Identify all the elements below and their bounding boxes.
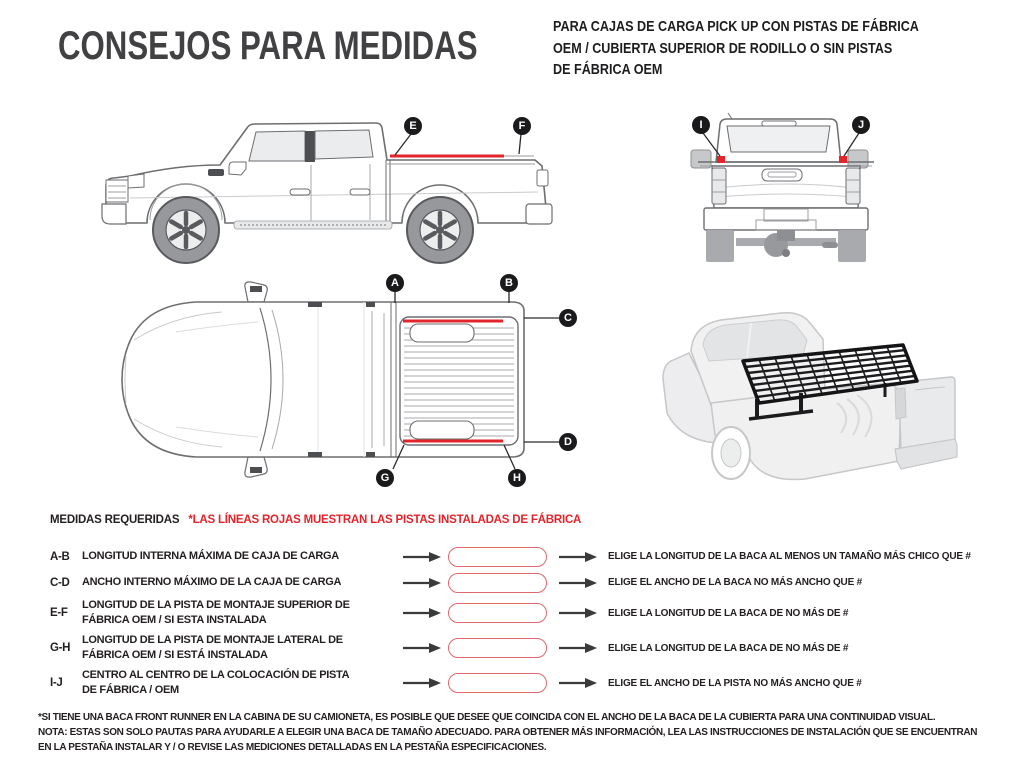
- wheel-hump: [410, 421, 474, 439]
- fender-badge: [208, 169, 224, 176]
- measurement-row-cd: [50, 572, 1010, 593]
- description-line: DE FÁBRICA / OEM: [82, 684, 179, 696]
- measurement-code: A-B: [50, 550, 70, 563]
- front-window: [249, 131, 305, 161]
- measurement-input-ef[interactable]: [448, 603, 547, 623]
- measurement-input-ij[interactable]: [448, 673, 547, 693]
- measurement-input-gh[interactable]: [448, 638, 547, 658]
- truck-3d-rack-diagram: [655, 295, 965, 485]
- truck-top-view-diagram: [112, 278, 582, 490]
- subtitle-line: OEM / CUBIERTA SUPERIOR DE RODILLO O SIN PISTAS: [553, 39, 893, 57]
- arrow-right-icon: [559, 643, 597, 653]
- measurements-heading-row: [50, 514, 581, 526]
- arrow-right-icon: [403, 678, 441, 688]
- measurement-code: E-F: [50, 607, 68, 619]
- marker-e-leader: [395, 134, 411, 155]
- description-line: CENTRO AL CENTRO DE LA COLOCACIÓN DE PISTA: [82, 669, 350, 681]
- measurement-row-gh: [50, 633, 1010, 663]
- tow-hitch: [777, 230, 795, 241]
- arrow-right-icon: [559, 578, 597, 588]
- page-title: CONSEJOS PARA MEDIDAS: [58, 24, 478, 68]
- marker-g: G: [376, 469, 394, 487]
- arrow-right-icon: [403, 552, 441, 562]
- measurement-code: I-J: [50, 677, 63, 689]
- marker-a: A: [386, 274, 404, 292]
- rear-window: [727, 126, 830, 152]
- footer-line: *SI TIENE UNA BACA FRONT RUNNER EN LA CABINA DE SU CAMIONETA, ES POSIBLE QUE DESEE QUE COINCIDA CON EL ANCHO DE LA BACA DE LA CUBIERTA PARA UNA CONTINUIDAD VISUAL.: [38, 712, 936, 723]
- left-mudflap: [706, 230, 734, 262]
- description-line: FÁBRICA OEM / SI ESTA INSTALADA: [82, 614, 267, 626]
- measurement-input-cd[interactable]: [448, 573, 547, 593]
- measurement-instruction: ELIGE LA LONGITUD DE LA BACA AL MENOS UN TAMAÑO MÁS CHICO QUE #: [608, 551, 971, 562]
- rear-wheel: [407, 197, 473, 263]
- truck-rear-view-diagram: [678, 112, 893, 270]
- marker-f: F: [513, 117, 531, 135]
- measurements-heading: MEDIDAS REQUERIDAS: [50, 514, 180, 526]
- arrow-right-icon: [559, 678, 597, 688]
- footer-line: NOTA: ESTAS SON SOLO PAUTAS PARA AYUDARLE A ELEGIR UNA BACA DE TAMAÑO ADECUADO. PARA OBTENER MÁS INFORMACIÓN, LEA LAS INSTRUCCIONES DE INSTALACIÓN QUE SE ENCUENTRAN: [38, 727, 978, 739]
- description-line: FÁBRICA OEM / SI ESTÁ INSTALADA: [82, 649, 268, 661]
- right-mudflap: [838, 230, 866, 262]
- measurement-row-ij: [50, 668, 1010, 698]
- wheel-hump: [410, 324, 474, 342]
- marker-b: B: [500, 274, 518, 292]
- measurement-instruction: ELIGE LA LONGITUD DE LA BACA DE NO MÁS DE #: [608, 607, 849, 619]
- arrow-right-icon: [403, 608, 441, 618]
- measurement-row-ef: [50, 598, 1010, 628]
- marker-e: E: [404, 117, 422, 135]
- subtitle-line: DE FÁBRICA OEM: [553, 61, 663, 78]
- measurement-description: [82, 598, 396, 628]
- arrow-right-icon: [403, 643, 441, 653]
- footer-line: EN LA PESTAÑA INSTALAR Y / O REVISE LAS MEDICIONES DETALLADAS EN LA PESTAÑA ESPECIFICACIONES.: [38, 742, 547, 754]
- measurement-input-ab[interactable]: [448, 547, 547, 567]
- right-taillight: [846, 168, 860, 204]
- left-mirror: [691, 150, 711, 168]
- measurement-code: C-D: [50, 576, 70, 589]
- red-lines-note: *LAS LÍNEAS ROJAS MUESTRAN LAS PISTAS INSTALADAS DE FÁBRICA: [188, 514, 582, 526]
- left-taillight: [712, 168, 726, 204]
- measurement-description: [82, 633, 396, 663]
- arrow-right-icon: [559, 552, 597, 562]
- measurement-instruction: ELIGE EL ANCHO DE LA PISTA NO MÁS ANCHO QUE #: [608, 677, 862, 689]
- marker-d: D: [559, 433, 577, 451]
- description-line: LONGITUD DE LA PISTA DE MONTAJE SUPERIOR DE: [82, 599, 350, 611]
- footer-notes: [38, 710, 977, 756]
- front-wheel: [153, 197, 219, 263]
- measurement-instruction: ELIGE EL ANCHO DE LA BACA NO MÁS ANCHO QUE #: [608, 577, 862, 588]
- page-subtitle: [553, 16, 919, 81]
- rear-window: [315, 130, 373, 159]
- arrow-right-icon: [559, 608, 597, 618]
- description-line: ANCHO INTERNO MÁXIMO DE LA CAJA DE CARGA: [82, 576, 342, 588]
- marker-f-leader: [519, 134, 521, 154]
- description-line: LONGITUD DE LA PISTA DE MONTAJE LATERAL DE: [82, 634, 343, 646]
- description-line: LONGITUD INTERNA MÁXIMA DE CAJA DE CARGA: [82, 550, 339, 562]
- measurement-code: G-H: [50, 642, 71, 654]
- exhaust: [822, 242, 838, 248]
- measurement-rows: [50, 546, 1010, 698]
- marker-j: J: [852, 116, 870, 134]
- measurement-instruction: ELIGE LA LONGITUD DE LA BACA DE NO MÁS DE #: [608, 642, 849, 654]
- factory-track-red-mark: [717, 156, 725, 163]
- subtitle-line: PARA CAJAS DE CARGA PICK UP CON PISTAS DE FÁBRICA: [553, 18, 919, 35]
- truck-side-view-diagram: [100, 112, 555, 270]
- bumper: [704, 208, 868, 230]
- measurement-description: [82, 575, 396, 590]
- marker-c: C: [559, 309, 577, 327]
- marker-i: I: [692, 116, 710, 134]
- measurement-description: [82, 549, 396, 564]
- marker-h: H: [508, 469, 526, 487]
- measurement-row-ab: [50, 546, 1010, 567]
- arrow-right-icon: [403, 578, 441, 588]
- factory-track-red-mark: [839, 156, 847, 163]
- measurement-description: [82, 668, 396, 698]
